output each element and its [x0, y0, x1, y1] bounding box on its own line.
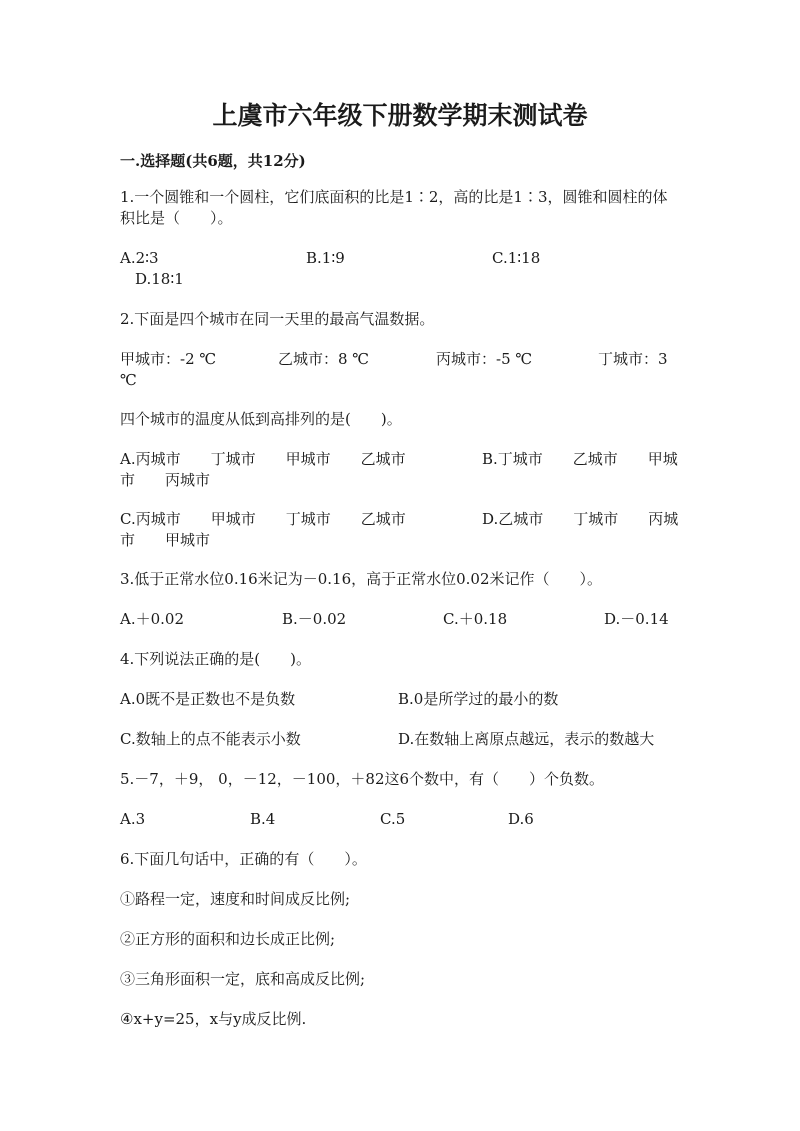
option-b: B.0是所学过的最小的数 [398, 690, 559, 708]
option-c: C.丙城市 甲城市 丁城市 乙城市 [120, 510, 406, 528]
option-a: A.3 [120, 810, 146, 828]
option-d-tail: 市 甲城市 [120, 531, 211, 549]
question-1-text: 1.一个圆锥和一个圆柱，它们底面积的比是1∶2，高的比是1∶3，圆锥和圆柱的体积比是（ ）。 [120, 188, 668, 227]
option-b: B.－0.02 [282, 610, 347, 628]
question-2-options-ab [120, 449, 680, 491]
question-3-options [120, 609, 680, 630]
option-b-tail: 市 丙城市 [120, 471, 211, 489]
question-1-options [120, 248, 680, 269]
option-a: A.＋0.02 [120, 610, 184, 628]
option-a: A.2∶3 [120, 249, 159, 267]
option-d: D.－0.14 [604, 610, 669, 628]
option-d: D.18∶1 [135, 270, 184, 288]
temp-city-bing: 丙城市：-5 ℃ [436, 350, 533, 368]
option-c: C.＋0.18 [443, 610, 508, 628]
option-c: C.5 [380, 810, 406, 828]
question-5-options [120, 809, 680, 830]
statement-1: ①路程一定，速度和时间成反比例; [120, 890, 351, 908]
statement-3: ③三角形面积一定，底和高成反比例; [120, 970, 366, 988]
question-4-options-ab [120, 689, 680, 710]
option-b: B.丁城市 乙城市 甲城 [482, 450, 678, 468]
question-1-options-cont [120, 269, 680, 290]
option-d: D.6 [508, 810, 534, 828]
question-4-text: 4.下列说法正确的是( )。 [120, 650, 312, 668]
exam-title: 上虞市六年级下册数学期末测试卷 [212, 101, 588, 130]
temperature-data [120, 349, 680, 391]
option-a: A.0既不是正数也不是负数 [120, 690, 296, 708]
option-b: B.4 [250, 810, 276, 828]
question-5-text: 5.－7，＋9， 0，－12，－100，＋82这6个数中，有（ ）个负数。 [120, 770, 605, 788]
option-a: A.丙城市 丁城市 甲城市 乙城市 [120, 450, 406, 468]
option-c: C.数轴上的点不能表示小数 [120, 730, 301, 748]
question-4-options-cd [120, 729, 680, 750]
option-c: C.1∶18 [492, 249, 541, 267]
question-2-options-cd [120, 509, 680, 551]
statement-2: ②正方形的面积和边长成正比例; [120, 930, 336, 948]
option-d: D.乙城市 丁城市 丙城 [482, 510, 679, 528]
temp-unit-tail: ℃ [120, 371, 137, 389]
temp-city-jia: 甲城市：-2 ℃ [120, 350, 217, 368]
question-6-text: 6.下面几句话中，正确的有（ ）。 [120, 850, 367, 868]
option-d: D.在数轴上离原点越远，表示的数越大 [398, 730, 655, 748]
statement-4: ④x+y=25，x与y成反比例. [120, 1010, 307, 1028]
question-2-question: 四个城市的温度从低到高排列的是( )。 [120, 410, 402, 428]
question-2-text: 2.下面是四个城市在同一天里的最高气温数据。 [120, 310, 435, 328]
temp-city-yi: 乙城市：8 ℃ [278, 350, 370, 368]
section-heading: 一.选择题(共6题，共12分) [120, 152, 306, 170]
question-3-text: 3.低于正常水位0.16米记为－0.16，高于正常水位0.02米记作（ ）。 [120, 570, 603, 588]
option-b: B.1∶9 [306, 249, 345, 267]
temp-city-ding: 丁城市：3 [598, 350, 668, 368]
